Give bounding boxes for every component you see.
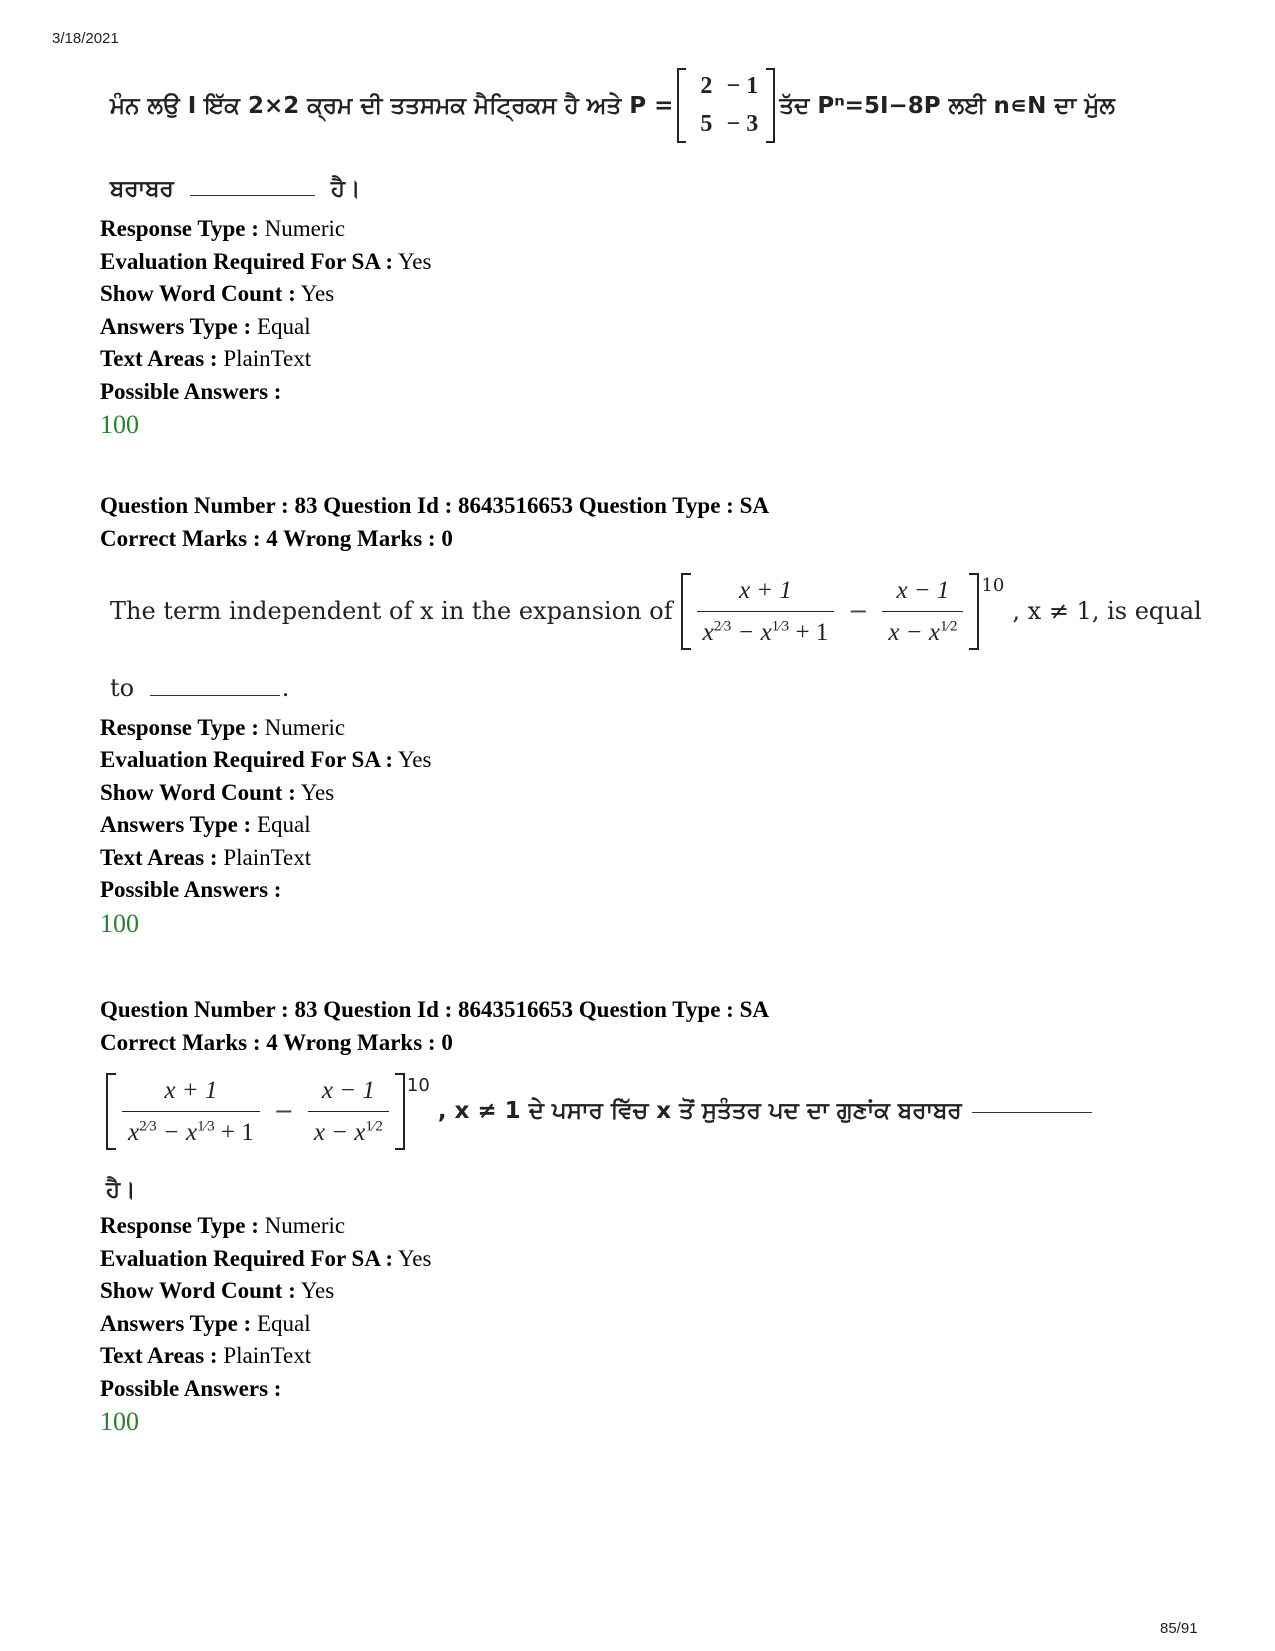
matrix-cell: − 3 [726, 110, 759, 137]
question-block-3 [100, 993, 1190, 1439]
question-header: Question Number : 83 Question Id : 8643516653 Question Type : SA [100, 997, 769, 1022]
question-text [100, 573, 1202, 650]
possible-answer: 100 [100, 908, 139, 938]
question-text [100, 1073, 1190, 1150]
fraction-expression: $\frac{x + 1}{x^{2⁄3} - x^{1⁄3} + 1}$ − $\frac{x - 1}{x - x^{1⁄2}}$ 10 [106, 1073, 430, 1150]
question-meta: Response Type : Numeric Evaluation Required For SA : Yes Show Word Count : Yes Answers Type : Equal Text Areas : PlainText Possible Answers : 100 [100, 1210, 1190, 1439]
question-suffix: , x ≠ 1, is equal [1012, 596, 1202, 625]
marks-line: Correct Marks : 4 Wrong Marks : 0 [100, 1030, 453, 1055]
matrix-left-bracket [677, 68, 686, 143]
matrix-p [677, 68, 775, 143]
fraction-1: $\frac{x + 1}{x^{2⁄3} - x^{1⁄3} + 1}$ [697, 573, 835, 650]
expression-right-bracket [395, 1073, 405, 1150]
answer-blank [190, 194, 315, 196]
question-prefix: ਮੰਨ ਲਉ I ਇੱਕ 2×2 ਕ੍ਰਮ ਦੀ ਤਤਸਮਕ ਮੈਟ੍ਰਿਕਸ ਹੈ ਅਤੇ P = [110, 92, 674, 119]
possible-answer: 100 [100, 410, 139, 440]
question-text-line2: to . [110, 674, 290, 702]
matrix-right-bracket [766, 68, 775, 143]
question-text-line2: ਬਰਾਬਰ ਹੈ। [110, 176, 361, 203]
expression-left-bracket [681, 573, 691, 650]
question-prefix: The term independent of x in the expansion of [110, 596, 673, 625]
question-meta: Response Type : Numeric Evaluation Required For SA : Yes Show Word Count : Yes Answers Type : Equal Text Areas : PlainText Possible Answers : 100 [100, 712, 1190, 941]
page-number: 85/91 [1160, 1620, 1198, 1637]
fraction-expression: $\frac{x + 1}{x^{2⁄3} - x^{1⁄3} + 1}$ − $\frac{x - 1}{x - x^{1⁄2}}$ 10 [681, 573, 1005, 650]
matrix-cell: 5 [700, 110, 713, 137]
matrix-cell: 2 [700, 73, 713, 99]
expression-left-bracket [106, 1073, 116, 1150]
possible-answer: 100 [100, 1407, 139, 1437]
expression-right-bracket [969, 573, 979, 650]
question-text [100, 68, 1190, 143]
expression-power: 10 [981, 575, 1005, 596]
question-block-1 [100, 68, 1190, 442]
question-suffix: , x ≠ 1 ਦੇ ਪਸਾਰ ਵਿੱਚ x ਤੋਂ ਸੁਤੰਤਰ ਪਦ ਦਾ ਗੁਣਾਂਕ ਬਰਾਬਰ [437, 1098, 962, 1125]
question-meta: Response Type : Numeric Evaluation Required For SA : Yes Show Word Count : Yes Answers Type : Equal Text Areas : PlainText Possible Answers : 100 [100, 213, 1190, 442]
question-block-2 [100, 489, 1202, 941]
answer-blank [150, 694, 280, 696]
fraction-1: $\frac{x + 1}{x^{2⁄3} - x^{1⁄3} + 1}$ [122, 1073, 260, 1150]
expression-power: 10 [406, 1075, 430, 1096]
marks-line: Correct Marks : 4 Wrong Marks : 0 [100, 526, 453, 551]
fraction-2: $\frac{x - 1}{x - x^{1⁄2}}$ [882, 573, 963, 650]
matrix-cell: − 1 [726, 73, 759, 99]
print-date: 3/18/2021 [52, 30, 119, 47]
question-text-line2: ਹੈ। [106, 1177, 136, 1203]
question-suffix: ਤੱਦ Pⁿ=5I−8P ਲਈ n∊N ਦਾ ਮੁੱਲ [779, 92, 1115, 119]
answer-blank [972, 1111, 1092, 1113]
fraction-2: $\frac{x - 1}{x - x^{1⁄2}}$ [308, 1073, 389, 1150]
question-header: Question Number : 83 Question Id : 8643516653 Question Type : SA [100, 493, 769, 518]
